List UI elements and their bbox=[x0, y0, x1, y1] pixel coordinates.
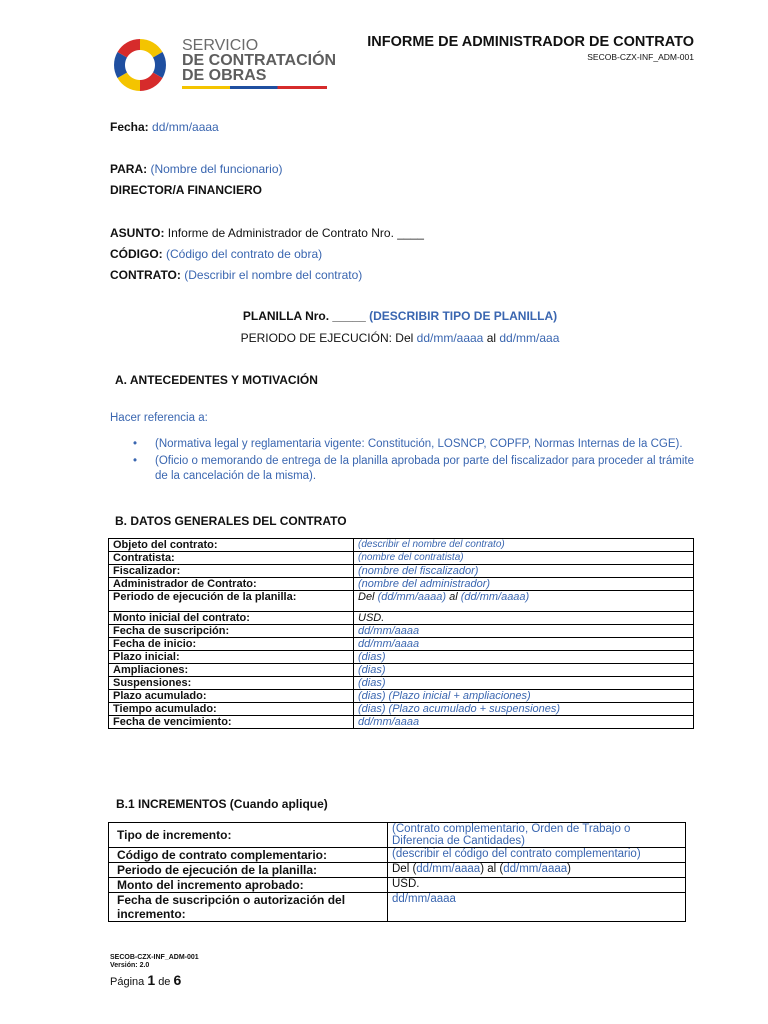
row-key: Fecha de vencimiento: bbox=[109, 716, 354, 729]
datos-generales-table bbox=[108, 538, 694, 729]
periodo-al: al bbox=[446, 591, 461, 603]
periodo-del: Del bbox=[358, 591, 378, 603]
row-key: Fecha de suscripción: bbox=[109, 625, 354, 638]
row-key: Código de contrato complementario: bbox=[109, 848, 388, 863]
row-key: Plazo acumulado: bbox=[109, 690, 354, 703]
table-row bbox=[109, 848, 686, 863]
contrato-field bbox=[110, 268, 362, 282]
section-b-title: B. DATOS GENERALES DEL CONTRATO bbox=[115, 514, 347, 528]
periodo-from: (dd/mm/aaaa) bbox=[377, 591, 447, 603]
table-row bbox=[109, 612, 694, 625]
row-value: dd/mm/aaaa bbox=[354, 638, 694, 651]
page-number bbox=[110, 972, 181, 988]
row-key: Periodo de ejecución de la planilla: bbox=[109, 591, 354, 612]
table-row bbox=[109, 625, 694, 638]
periodo-from: dd/mm/aaaa bbox=[416, 863, 481, 875]
row-value: (dias) bbox=[354, 664, 694, 677]
row-value bbox=[354, 591, 694, 612]
logo-gear-icon bbox=[110, 36, 172, 92]
para-role: DIRECTOR/A FINANCIERO bbox=[110, 183, 263, 197]
document-code: SECOB-CZX-INF_ADM-001 bbox=[587, 52, 694, 62]
logo-text bbox=[182, 38, 336, 83]
row-value: (nombre del fiscalizador) bbox=[354, 565, 694, 578]
row-value: dd/mm/aaaa bbox=[354, 716, 694, 729]
codigo-label: CÓDIGO: bbox=[110, 247, 163, 261]
page-label: Página bbox=[110, 976, 145, 988]
row-key: Monto inicial del contrato: bbox=[109, 612, 354, 625]
row-value: dd/mm/aaaa bbox=[354, 625, 694, 638]
planilla-tipo: (DESCRIBIR TIPO DE PLANILLA) bbox=[369, 309, 558, 323]
bullet-icon: • bbox=[133, 438, 138, 450]
footer-version: Versión: 2.0 bbox=[110, 962, 150, 969]
row-value: (nombre del administrador) bbox=[354, 578, 694, 591]
list-item bbox=[110, 454, 694, 484]
table-row bbox=[109, 651, 694, 664]
table-row bbox=[109, 539, 694, 552]
row-key: Periodo de ejecución de la planilla: bbox=[109, 863, 388, 878]
table-row bbox=[109, 552, 694, 565]
page-current: 1 bbox=[147, 972, 156, 988]
row-value: (describir el nombre del contrato) bbox=[354, 539, 694, 552]
table-row bbox=[109, 591, 694, 612]
table-row bbox=[109, 565, 694, 578]
row-key: Tiempo acumulado: bbox=[109, 703, 354, 716]
row-value: (Contrato complementario, Orden de Trabajo o Diferencia de Cantidades) bbox=[388, 823, 686, 848]
table-row bbox=[109, 823, 686, 848]
bullet-icon: • bbox=[133, 455, 138, 467]
row-key: Monto del incremento aprobado: bbox=[109, 878, 388, 893]
table-row bbox=[109, 690, 694, 703]
periodo-del: Del ( bbox=[392, 863, 417, 875]
table-row bbox=[109, 677, 694, 690]
document-title: INFORME DE ADMINISTRADOR DE CONTRATO bbox=[367, 34, 694, 50]
row-key: Plazo inicial: bbox=[109, 651, 354, 664]
row-value: (dias) bbox=[354, 677, 694, 690]
row-value: (dias) (Plazo acumulado + suspensiones) bbox=[354, 703, 694, 716]
asunto-value: Informe de Administrador de Contrato Nro. ____ bbox=[167, 226, 424, 240]
periodo-to: dd/mm/aaaa bbox=[503, 863, 568, 875]
table-row bbox=[109, 878, 686, 893]
row-value: (dias) (Plazo inicial + ampliaciones) bbox=[354, 690, 694, 703]
section-a-list bbox=[110, 437, 694, 486]
asunto-field bbox=[110, 226, 424, 240]
row-key: Fiscalizador: bbox=[109, 565, 354, 578]
row-value: dd/mm/aaaa bbox=[388, 893, 686, 922]
section-a-title: A. ANTECEDENTES Y MOTIVACIÓN bbox=[115, 373, 318, 387]
section-b1-title: B.1 INCREMENTOS (Cuando aplique) bbox=[116, 797, 328, 811]
table-row bbox=[109, 863, 686, 878]
row-value: USD. bbox=[354, 612, 694, 625]
table-row bbox=[109, 716, 694, 729]
row-key: Fecha de suscripción o autorización del incremento: bbox=[109, 893, 388, 922]
logo-line-2: DE CONTRATACIÓN bbox=[182, 52, 337, 69]
table-row bbox=[109, 578, 694, 591]
logo-flag-stripe bbox=[182, 86, 327, 89]
periodo-al: al bbox=[486, 331, 497, 345]
fecha-label: Fecha: bbox=[110, 120, 149, 134]
row-key: Suspensiones: bbox=[109, 677, 354, 690]
table-row bbox=[109, 664, 694, 677]
codigo-value: (Código del contrato de obra) bbox=[166, 247, 323, 261]
list-item bbox=[110, 437, 694, 452]
codigo-field bbox=[110, 247, 322, 261]
para-label: PARA: bbox=[110, 162, 148, 176]
periodo-close: ) bbox=[567, 863, 571, 875]
row-key: Ampliaciones: bbox=[109, 664, 354, 677]
row-key: Objeto del contrato: bbox=[109, 539, 354, 552]
fecha-value: dd/mm/aaaa bbox=[152, 120, 219, 134]
bullet-text: (Oficio o memorando de entrega de la planilla aprobada por parte del fiscalizador para proceder al trámite de la cancelación de la misma). bbox=[155, 455, 694, 482]
contrato-value: (Describir el nombre del contrato) bbox=[184, 268, 363, 282]
contrato-label: CONTRATO: bbox=[110, 268, 181, 282]
row-value: (dias) bbox=[354, 651, 694, 664]
row-key: Tipo de incremento: bbox=[109, 823, 388, 848]
periodo-to: dd/mm/aaa bbox=[499, 331, 560, 345]
page-of: de bbox=[158, 976, 171, 988]
planilla-periodo bbox=[0, 331, 768, 345]
logo-line-3: DE OBRAS bbox=[182, 67, 267, 84]
periodo-label: PERIODO DE EJECUCIÓN: Del bbox=[240, 331, 414, 345]
row-key: Contratista: bbox=[109, 552, 354, 565]
footer-code bbox=[110, 954, 199, 970]
row-key: Fecha de inicio: bbox=[109, 638, 354, 651]
table-row bbox=[109, 638, 694, 651]
row-key: Administrador de Contrato: bbox=[109, 578, 354, 591]
row-value bbox=[388, 863, 686, 878]
page-total: 6 bbox=[173, 972, 182, 988]
row-value: (nombre del contratista) bbox=[354, 552, 694, 565]
periodo-to: (dd/mm/aaaa) bbox=[460, 591, 530, 603]
logo bbox=[110, 34, 350, 94]
planilla-label: PLANILLA Nro. _____ bbox=[242, 309, 366, 323]
logo-line-1: SERVICIO bbox=[182, 37, 259, 54]
periodo-from: dd/mm/aaaa bbox=[416, 331, 484, 345]
row-value: USD. bbox=[388, 878, 686, 893]
table-row bbox=[109, 893, 686, 922]
fecha-field bbox=[110, 120, 219, 134]
footer-doc-code: SECOB-CZX-INF_ADM-001 bbox=[110, 954, 199, 961]
row-value: (describir el código del contrato complementario) bbox=[388, 848, 686, 863]
para-field bbox=[110, 162, 283, 176]
asunto-label: ASUNTO: bbox=[110, 226, 165, 240]
incrementos-table bbox=[108, 822, 686, 922]
planilla-heading bbox=[0, 309, 768, 323]
periodo-al: ) al ( bbox=[480, 863, 504, 875]
bullet-text: (Normativa legal y reglamentaria vigente: Constitución, LOSNCP, COPFP, Normas Internas de la CGE). bbox=[155, 438, 683, 450]
section-a-intro: Hacer referencia a: bbox=[110, 412, 208, 424]
para-value: (Nombre del funcionario) bbox=[150, 162, 283, 176]
table-row bbox=[109, 703, 694, 716]
